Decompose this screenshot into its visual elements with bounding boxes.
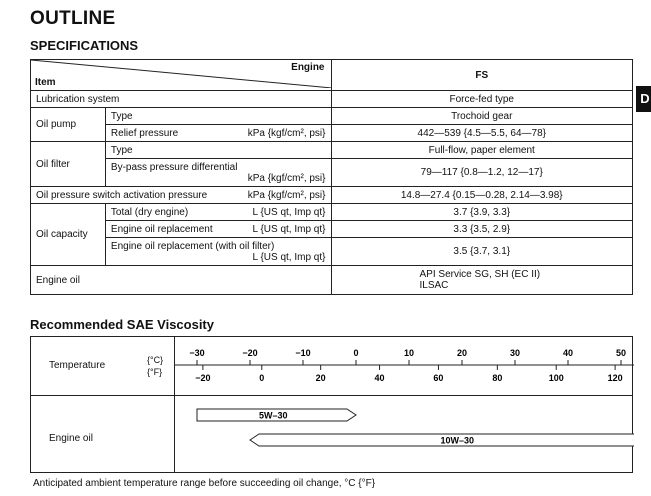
engine-oil-label: Engine oil — [31, 266, 332, 295]
engine-oil-value-line1: API Service SG, SH (EC II) — [419, 269, 541, 280]
page-title: OUTLINE — [30, 8, 116, 29]
oil-filter-type-label: Type — [105, 142, 331, 159]
viscosity-chart — [30, 336, 633, 473]
celsius-tick-label: 50 — [615, 348, 627, 358]
engine-oil-value — [331, 266, 633, 295]
item-header: Item — [35, 77, 56, 88]
viscosity-heading: Recommended SAE Viscosity — [30, 317, 214, 332]
table-row — [31, 159, 633, 187]
total-unit: L {US qt, Imp qt} — [252, 206, 326, 218]
replace-label: Engine oil replacement — [110, 223, 213, 235]
specifications-heading: SPECIFICATIONS — [30, 38, 139, 53]
relief-pressure-unit: kPa {kgf/cm², psi} — [247, 127, 326, 139]
engine-header: Engine — [291, 62, 325, 73]
celsius-unit-label: {°C} — [147, 355, 164, 365]
lubrication-label: Lubrication system — [31, 91, 332, 108]
oil-filter-type-value: Full-flow, paper element — [331, 142, 633, 159]
fahrenheit-tick-label: 80 — [492, 373, 503, 383]
fahrenheit-tick-label: 0 — [259, 373, 265, 383]
celsius-tick-label: 10 — [403, 348, 415, 358]
celsius-tick-label: −10 — [295, 348, 311, 358]
oil-pump-type-value: Trochoid gear — [331, 108, 633, 125]
table-row — [31, 204, 633, 221]
engine-value-header: FS — [331, 60, 633, 91]
replace-filter-label: Engine oil replacement (with oil filter) — [110, 240, 275, 252]
bypass-value: 79—117 {0.8—1.2, 12—17} — [331, 159, 633, 187]
pressure-switch-unit: kPa {kgf/cm², psi} — [247, 189, 326, 201]
fahrenheit-tick-label: 40 — [374, 373, 385, 383]
replace-unit: L {US qt, Imp qt} — [252, 223, 326, 235]
fahrenheit-tick-label: 100 — [548, 373, 564, 383]
replace-cell — [105, 221, 331, 238]
fahrenheit-unit-label: {°F} — [147, 367, 163, 377]
oil-filter-label: Oil filter — [31, 142, 106, 187]
celsius-tick-label: 0 — [353, 348, 359, 358]
footnote: Anticipated ambient temperature range before succeeding oil change, °C {°F} — [33, 478, 376, 489]
pressure-switch-cell — [31, 187, 332, 204]
fahrenheit-tick-label: 20 — [315, 373, 326, 383]
celsius-tick-label: −30 — [189, 348, 205, 358]
replace-filter-unit: L {US qt, Imp qt} — [252, 251, 326, 263]
table-row — [31, 221, 633, 238]
temperature-label: Temperature — [49, 360, 106, 371]
header-diagonal-line — [31, 60, 332, 88]
relief-pressure-label: Relief pressure — [110, 127, 179, 139]
viscosity-scale-svg — [31, 337, 634, 474]
fahrenheit-tick-label: −20 — [195, 373, 211, 383]
table-row — [31, 266, 633, 295]
total-cell — [105, 204, 331, 221]
lubrication-value: Force-fed type — [331, 91, 633, 108]
table-row — [31, 238, 633, 266]
oil-pump-type-label: Type — [105, 108, 331, 125]
celsius-tick-label: 40 — [562, 348, 574, 358]
total-label: Total (dry engine) — [110, 206, 189, 218]
celsius-tick-label: 30 — [509, 348, 521, 358]
pressure-switch-label: Oil pressure switch activation pressure — [36, 189, 208, 201]
bypass-unit: kPa {kgf/cm², psi} — [247, 172, 326, 184]
relief-pressure-cell — [105, 125, 331, 142]
relief-pressure-value: 442—539 {4.5—5.5, 64—78} — [331, 125, 633, 142]
total-value: 3.7 {3.9, 3.3} — [331, 204, 633, 221]
table-header-row — [31, 60, 633, 91]
table-row — [31, 125, 633, 142]
table-row — [31, 187, 633, 204]
bypass-label: By-pass pressure differential — [110, 161, 238, 173]
replace-filter-cell — [105, 238, 331, 266]
replace-value: 3.3 {3.5, 2.9} — [331, 221, 633, 238]
table-row — [31, 142, 633, 159]
engine-oil-row-label: Engine oil — [49, 433, 93, 444]
pressure-switch-value: 14.8—27.4 {0.15—0.28, 2.14—3.98} — [331, 187, 633, 204]
section-tab: D — [636, 86, 651, 112]
table-row — [31, 91, 633, 108]
replace-filter-value: 3.5 {3.7, 3.1} — [331, 238, 633, 266]
bypass-cell — [105, 159, 331, 187]
viscosity-grade-label: 10W–30 — [440, 435, 475, 446]
oil-capacity-label: Oil capacity — [31, 204, 106, 266]
celsius-tick-label: −20 — [242, 348, 258, 358]
fahrenheit-tick-label: 60 — [433, 373, 444, 383]
viscosity-grade-label: 5W–30 — [259, 410, 288, 421]
oil-pump-label: Oil pump — [31, 108, 106, 142]
celsius-tick-label: 20 — [456, 348, 468, 358]
table-header-diagonal-cell — [31, 60, 332, 91]
fahrenheit-tick-label: 120 — [607, 373, 623, 383]
engine-oil-value-line2: ILSAC — [419, 280, 449, 291]
specifications-table — [30, 59, 633, 295]
table-row — [31, 108, 633, 125]
